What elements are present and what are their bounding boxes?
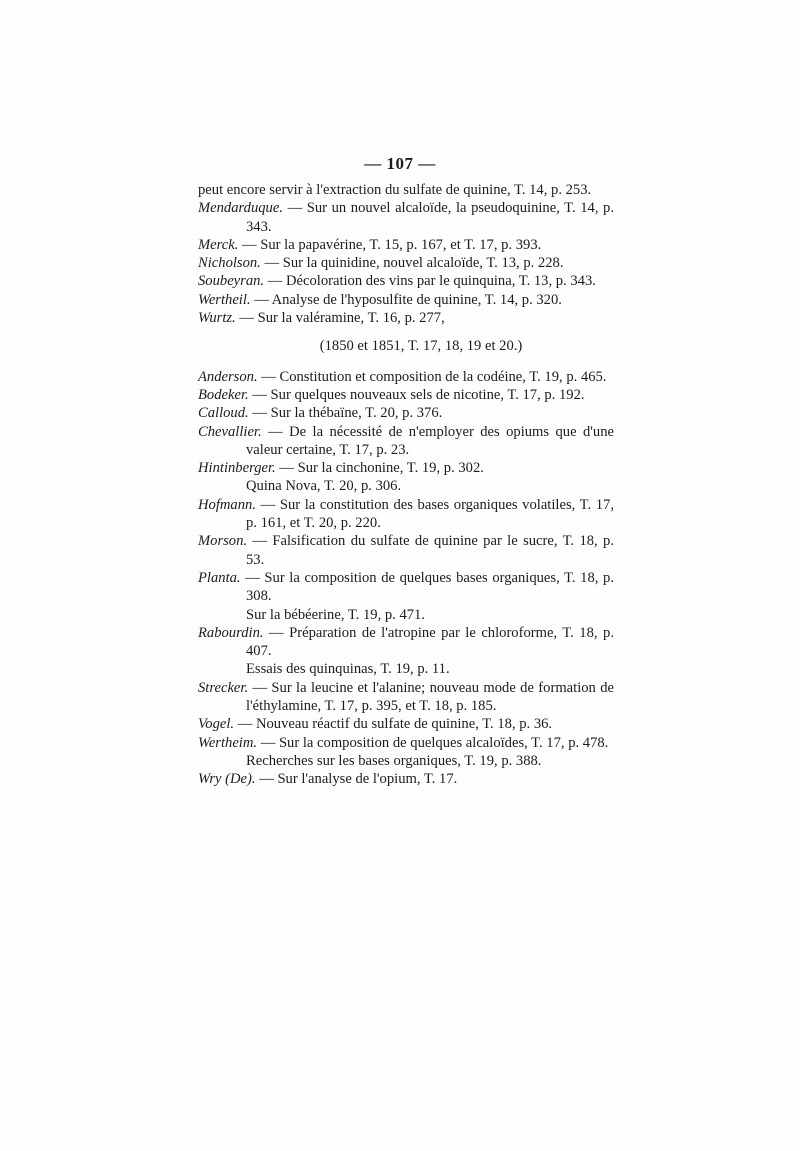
entry-text: — Analyse de l'hyposulfite de quinine, T. 14, p. 320. — [250, 291, 562, 308]
entry-author: Nicholson. — [198, 255, 261, 272]
entry-author: Hintinberger. — [198, 460, 276, 477]
entry-author: Wurtz. — [198, 310, 236, 327]
entry-author: Vogel. — [198, 716, 235, 733]
bib-entry — [198, 569, 614, 606]
entry-text: — Sur quelques nouveaux sels de nicotine, T. 17, p. 192. — [248, 386, 585, 403]
continuation-entry — [198, 181, 614, 199]
entry-text: — Sur la constitution des bases organiques volatiles, T. 17, p. 161, et T. 20, p. 220. — [246, 496, 614, 532]
bib-entry — [198, 715, 614, 733]
bib-entry — [198, 770, 614, 788]
bib-entry — [198, 532, 614, 569]
entry-author: Morson. — [198, 533, 248, 550]
bib-entry — [198, 459, 614, 477]
entry-text: — Sur un nouvel alcaloïde, la pseudoquinine, T. 14, p. 343. — [246, 200, 614, 235]
bib-subentry: Quina Nova, T. 20, p. 306. — [246, 478, 402, 495]
entry-author: Soubeyran. — [198, 273, 265, 290]
entry-author: Calloud. — [198, 405, 249, 422]
entry-text: — Constitution et composition de la codéine, T. 19, p. 465. — [257, 368, 607, 385]
entry-author: Hofmann. — [198, 496, 256, 513]
bib-subentry: Sur la bébéerine, T. 19, p. 471. — [246, 606, 426, 623]
entry-text: — Sur la leucine et l'alanine; nouveau mode de formation de l'éthylamine, T. 17, p. 395, et T. 18, p. 185. — [246, 679, 614, 715]
page-number: — 107 — — [364, 154, 436, 173]
entry-author: Bodeker. — [198, 386, 249, 403]
entry-text: — Sur la valéramine, T. 16, p. 277, — [235, 310, 445, 327]
entry-text: — Nouveau réactif du sulfate de quinine, T. 18, p. 36. — [234, 716, 553, 733]
entry-text: — De la nécessité de n'employer des opiums que d'une valeur certaine, T. 17, p. 23. — [246, 423, 614, 458]
bib-entry — [198, 423, 614, 460]
entry-author: Wry (De). — [198, 771, 256, 788]
entry-text: — Décoloration des vins par le quinquina, T. 13, p. 343. — [264, 273, 596, 290]
year-heading: (1850 et 1851, T. 17, 18, 19 et 20.) — [319, 338, 523, 355]
bib-entry — [198, 404, 614, 422]
entry-text: — Préparation de l'atropine par le chloroforme, T. 18, p. 407. — [246, 624, 614, 660]
entry-author: Planta. — [198, 569, 241, 586]
bib-entry — [198, 291, 614, 309]
bib-entry — [198, 236, 614, 254]
bib-entry — [198, 368, 614, 386]
bib-entry — [198, 254, 614, 272]
bib-entry — [198, 496, 614, 533]
entry-text: — Sur la thébaïne, T. 20, p. 376. — [248, 405, 443, 422]
entry-author: Mendarduque. — [198, 200, 283, 217]
bib-entry — [198, 734, 614, 752]
continuation-text: peut encore servir à l'extraction du sulfate de quinine, T. 14, p. 253. — [198, 182, 592, 198]
bib-entry — [198, 679, 614, 716]
entry-author: Wertheil. — [198, 291, 251, 308]
bib-entry — [198, 199, 614, 236]
entry-author: Strecker. — [198, 679, 249, 696]
bib-entry — [198, 309, 614, 327]
entry-text: — Sur la cinchonine, T. 19, p. 302. — [275, 460, 484, 477]
entry-author: Anderson. — [198, 368, 258, 385]
entry-text: — Sur la papavérine, T. 15, p. 167, et T. 17, p. 393. — [238, 236, 542, 253]
bib-entry — [198, 386, 614, 404]
bib-entry — [198, 624, 614, 661]
bib-subentry: Essais des quinquinas, T. 19, p. 11. — [246, 661, 450, 678]
bibliography-text — [198, 181, 614, 789]
entry-author: Merck. — [198, 236, 239, 253]
entry-author: Rabourdin. — [198, 624, 264, 641]
bib-entry — [198, 272, 614, 290]
entry-text: — Sur l'analyse de l'opium, T. 17. — [255, 771, 458, 788]
bib-subentry: Recherches sur les bases organiques, T. 19, p. 388. — [246, 752, 542, 769]
entry-author: Wertheim. — [198, 734, 258, 751]
entry-text: — Falsification du sulfate de quinine par le sucre, T. 18, p. 53. — [246, 533, 614, 568]
entry-text: — Sur la quinidine, nouvel alcaloïde, T. 13, p. 228. — [260, 255, 564, 272]
entry-text: — Sur la composition de quelques alcaloïdes, T. 17, p. 478. — [257, 734, 609, 751]
entry-text: — Sur la composition de quelques bases organiques, T. 18, p. 308. — [240, 569, 614, 605]
entry-author: Chevallier. — [198, 423, 262, 440]
